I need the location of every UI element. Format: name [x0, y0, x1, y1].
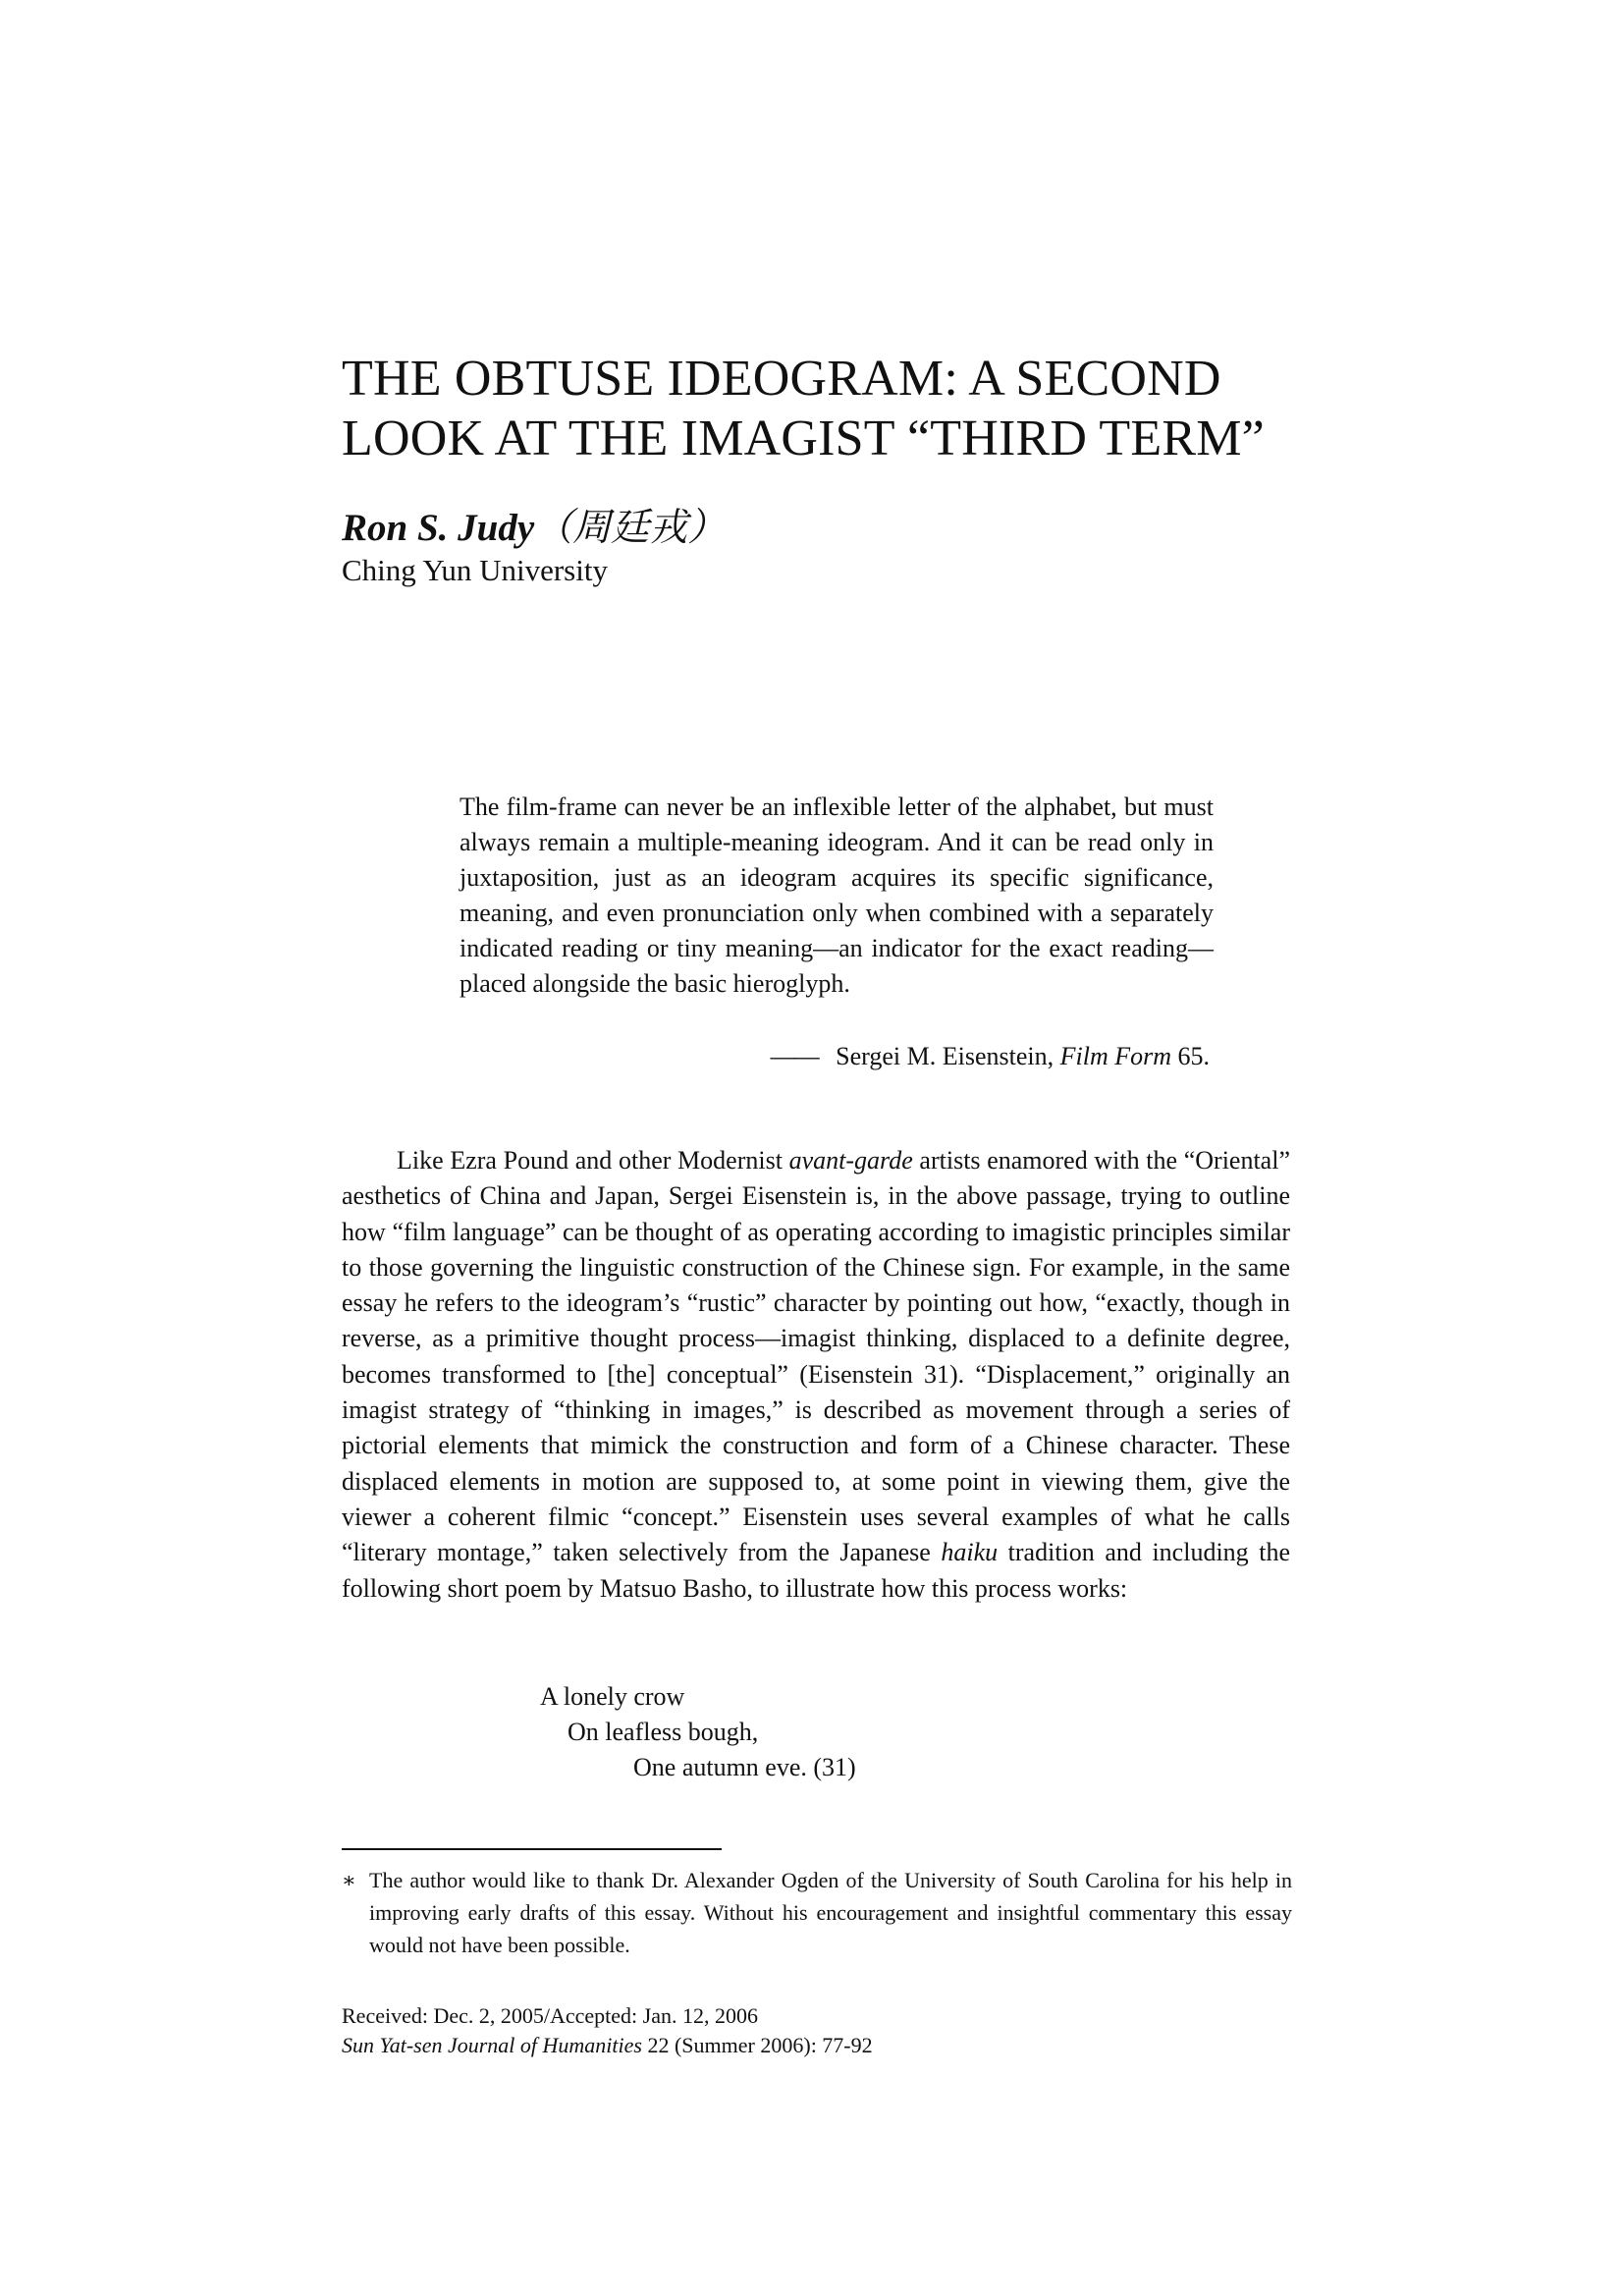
attribution-dash: ——: [770, 1042, 818, 1070]
footnote-divider: [342, 1848, 722, 1850]
volume-pages: 22 (Summer 2006): 77-92: [641, 2033, 873, 2057]
author-chinese-name: （周廷戎）: [534, 507, 727, 549]
body-text-1: Like Ezra Pound and other Modernist: [397, 1146, 789, 1175]
poem-line-3: One autumn eve. (31): [633, 1753, 856, 1781]
title-line-1: THE OBTUSE IDEOGRAM: A SECOND: [342, 351, 1221, 407]
epigraph-attribution: [771, 1039, 1210, 1074]
body-italic-avant-garde: avant-garde: [788, 1146, 913, 1175]
publication-info: [342, 2001, 873, 2060]
attribution-work: Film Form: [1059, 1042, 1171, 1070]
title-line-2: LOOK AT THE IMAGIST “THIRD TERM”: [342, 410, 1265, 466]
haiku-poem: [540, 1679, 856, 1785]
body-paragraph: [342, 1143, 1290, 1607]
attribution-page: 65.: [1177, 1042, 1210, 1070]
poem-line-1: A lonely crow: [540, 1682, 685, 1711]
article-title: [342, 349, 1324, 468]
epigraph-quote: The film-frame can never be an inflexible letter of the alphabet, but must always remain a multiple-meaning ideogram. And it can be read only in juxtaposition, just as an ideogram acquires its specific significance, meaning, and even pronunciation only when combined with a separately indicated reading or tiny meaning—an indicator for the exact reading—placed alongside the basic hieroglyph.: [460, 793, 1214, 998]
body-italic-haiku: haiku: [941, 1538, 999, 1567]
received-accepted-dates: Received: Dec. 2, 2005/Accepted: Jan. 12, 2006: [342, 2003, 758, 2028]
footnote-text: The author would like to thank Dr. Alexander Ogden of the University of South Carolina for his help in improving early drafts of this essay. Without his encouragement and insightful commentary this essay would not have been possible.: [369, 1868, 1292, 1957]
author-affiliation: Ching Yun University: [342, 553, 608, 587]
journal-citation: [342, 2031, 873, 2060]
footnote: [342, 1864, 1292, 1961]
journal-name: Sun Yat-sen Journal of Humanities: [342, 2033, 642, 2057]
body-text-3: tradition and including the following short poem by Matsuo Basho, to illustrate how this process works:: [342, 1538, 1290, 1603]
body-text-2: artists enamored with the “Oriental” aesthetics of China and Japan, Sergei Eisenstein is, in the above passage, trying to outline how “film language” can be thought of as operating according to imagistic principles similar to those governing the linguistic construction of the Chinese sign. For example, in the same essay he refers to the ideogram’s “rustic” character by pointing out how, “exactly, though in reverse, as a primitive thought process—imagist thinking, displaced to a definite degree, becomes transformed to [the] conceptual” (Eisenstein 31). “Displacement,” originally an imagist strategy of “thinking in images,” is described as movement through a series of pictorial elements that mimick the construction and form of a Chinese character. These displaced elements in motion are supposed to, at some point in viewing them, give the viewer a coherent filmic “concept.” Eisenstein uses several examples of what he calls “literary montage,” taken selectively from the Japanese: [342, 1146, 1290, 1567]
footnote-asterisk: ∗: [342, 1868, 356, 1892]
attribution-author: Sergei M. Eisenstein,: [836, 1042, 1054, 1070]
poem-line-2: On leafless bough,: [568, 1718, 759, 1746]
author-name: Ron S. Judy: [342, 507, 535, 549]
author-line: [342, 506, 726, 551]
